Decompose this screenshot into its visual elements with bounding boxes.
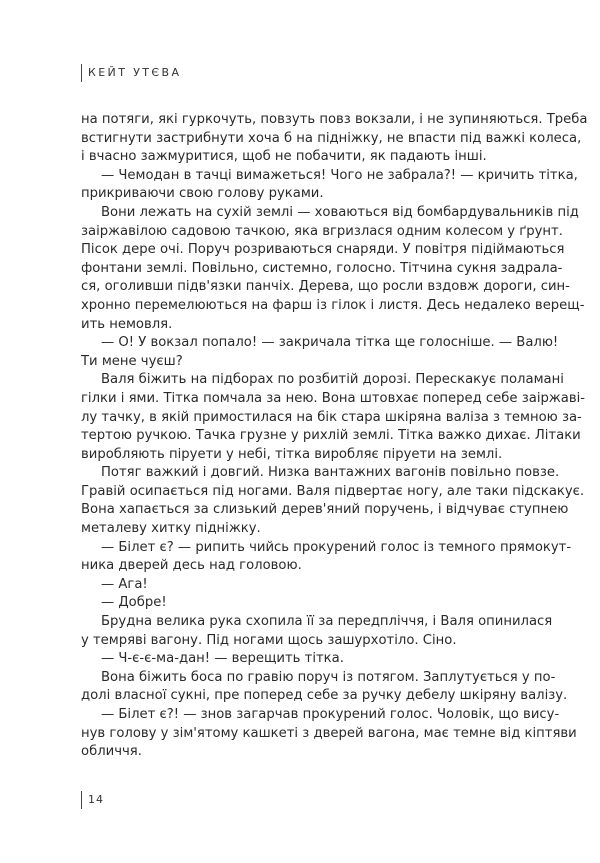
text-line: фонтани землі. Повільно, системно, голосно. Тітчина сукня задрала-	[81, 260, 563, 276]
body-text	[81, 111, 588, 762]
text-line: тертою ручкою. Тачка грузне у рихлій землі. Тітка важко дихає. Літаки	[81, 428, 581, 444]
text-line: встигнути застрибнути хоча б на підніжку, не впасти під важкі колеса,	[81, 130, 582, 146]
text-line: хронно перемелюються на фарш із гілок і листя. Десь недалеко верещ-	[81, 297, 585, 313]
text-line: долі власної сукні, пре поперед себе за ручку дебелу шкіряну валізу.	[81, 688, 568, 704]
text-line: Пісок дере очі. Поруч розриваються снаряди. У повітря підіймаються	[81, 242, 565, 258]
text-line: на потяги, які гуркочуть, повзуть повз вокзали, і не зупиняються. Треба	[81, 112, 588, 127]
text-line: ить немовля.	[81, 316, 173, 332]
text-line: Вона біжить боса по гравію поруч із потягом. Заплутується у по-	[101, 669, 556, 685]
text-line: Вони лежать на сухій землі — ховаються від бомбардувальників під	[101, 204, 579, 220]
text-line: ника дверей десь над головою.	[81, 558, 302, 574]
text-line: металеву хитку підніжку.	[81, 521, 261, 537]
text-line: лу тачку, в якій примостилася на бік стара шкіряна валіза з темною за-	[81, 409, 582, 425]
text-line: Потяг важкий і довгий. Низка вантажних вагонів повільно повзе.	[101, 465, 560, 481]
text-line: Вона хапається за слизький дерев'яний поручень, і відчуває ступнею	[81, 502, 569, 518]
text-line: виробляють піруети у небі, тітка виробляє піруети на землі.	[81, 446, 503, 462]
text-line: — Білет є?! — знов загарчав прокурений голос. Чоловік, що вису-	[101, 707, 560, 722]
text-line: заіржавілою садовою тачкою, яка вгризлася одним колесом у ґрунт.	[81, 223, 563, 239]
page-number: 14	[81, 791, 104, 809]
text-line: — Ч-є-є-ма-дан! — верещить тітка.	[101, 651, 344, 667]
text-line: Валя біжить на підборах по розбитій дорозі. Перескакує поламані	[101, 372, 564, 388]
text-line: — О! У вокзал попало! — закричала тітка ще голосніше. — Валю!	[101, 335, 559, 351]
text-line: — Добре!	[101, 595, 167, 611]
text-line: — Білет є? — рипить чийсь прокурений голос із темного прямокут-	[101, 539, 572, 555]
text-line: прикриваючи свою голову руками.	[81, 186, 324, 202]
text-line: обличчя.	[81, 744, 142, 760]
text-line: — Чемодан в тачці вимажеться! Чого не забрала?! — кричить тітка,	[101, 167, 578, 183]
text-line: Ти мене чуєш?	[81, 353, 183, 369]
text-line: ся, оголивши підв'язки панчіх. Дерева, що росли вздовж дороги, син-	[81, 279, 570, 295]
text-line: гілки і ями. Тітка помчала за нею. Вона штовхає поперед себе заіржаві-	[81, 390, 586, 406]
text-line: у темряві вагону. Під ногами щось зашурхотіло. Сіно.	[81, 632, 457, 648]
text-line: і вчасно зажмуритися, щоб не побачити, як падають інші.	[81, 149, 487, 165]
text-line: Гравій осипається під ногами. Валя підвертає ногу, але таки підскакує.	[81, 483, 585, 499]
text-line: — Ага!	[101, 576, 148, 592]
text-line: Брудна велика рука схопила її за передпліччя, і Валя опинилася	[101, 614, 553, 630]
running-header-author: КЕЙТ УТЄВА	[81, 64, 181, 82]
text-line: нув голову у зім'ятому кашкеті з дверей вагона, має темне від кіптяви	[81, 725, 577, 741]
